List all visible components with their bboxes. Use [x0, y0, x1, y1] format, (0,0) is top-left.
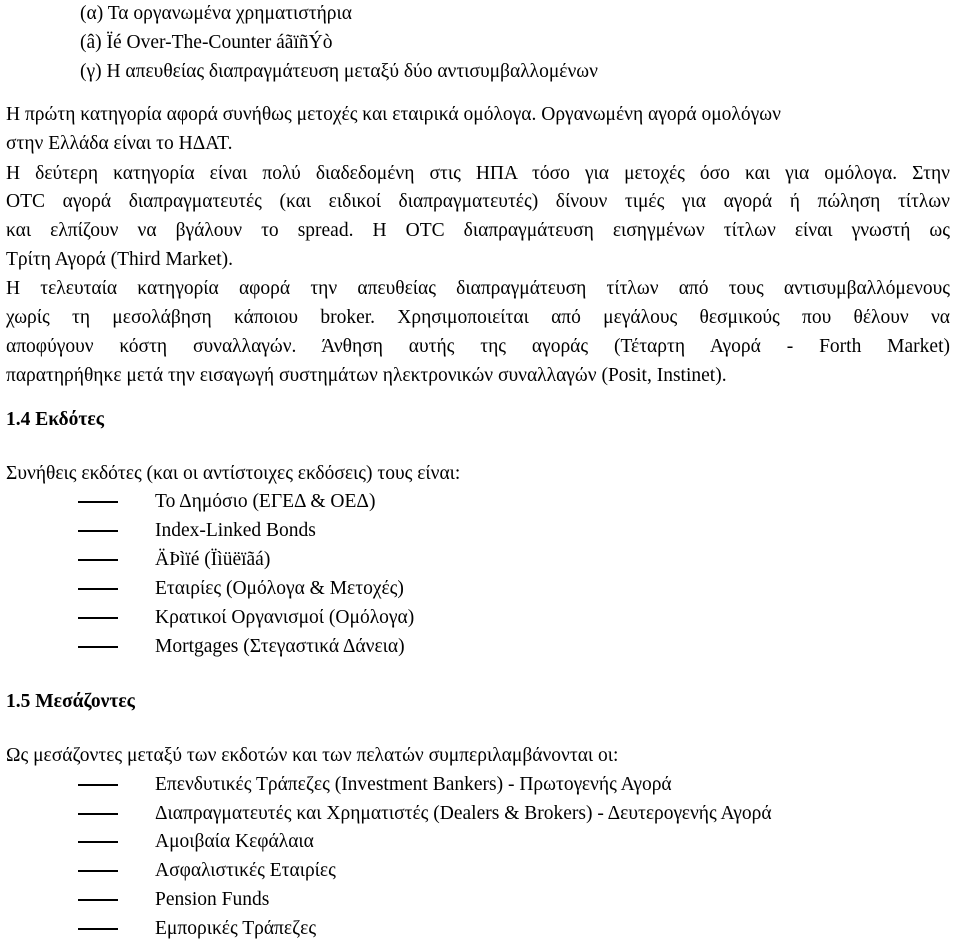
intermediaries-intro: Ως μεσάζοντες μεταξύ των εκδοτών και των πελατών συμπεριλαμβάνονται οι: [6, 745, 619, 766]
section-heading-intermediaries: 1.5 Μεσάζοντες [6, 691, 135, 712]
dash-bullet-icon [78, 841, 118, 843]
dash-bullet-icon [78, 617, 118, 619]
dash-bullet-icon [78, 928, 118, 930]
paragraph-line: και ελπίζουν να βγάλουν το spread. Η OTC διαπραγμάτευση εισηγμένων τίτλων είναι γνωστή ως [6, 220, 950, 241]
dash-bullet-icon [78, 559, 118, 561]
paragraph-line: παρατηρήθηκε μετά την εισαγωγή συστημάτων ηλεκτρονικών συναλλαγών (Posit, Instinet). [6, 365, 727, 386]
market-option-c: (γ) Η απευθείας διαπραγμάτευση μεταξύ δύο αντισυμβαλλομένων [80, 61, 598, 82]
market-option-b: (â) Ïé Over-The-Counter áãïñÝò [80, 32, 333, 53]
issuers-intro: Συνήθεις εκδότες (και οι αντίστοιχες εκδόσεις) τους είναι: [6, 463, 461, 484]
dash-bullet-icon [78, 813, 118, 815]
paragraph-line: Η τελευταία κατηγορία αφορά την απευθείας διαπραγμάτευση τίτλων από τους αντισυμβαλλόμενους [6, 278, 950, 299]
paragraph-line: στην Ελλάδα είναι το ΗΔΑΤ. [6, 133, 233, 154]
paragraph-line: Η δεύτερη κατηγορία είναι πολύ διαδεδομένη στις ΗΠΑ τόσο για μετοχές όσο και για ομόλογα. Στην [6, 163, 950, 184]
dash-bullet-icon [78, 899, 118, 901]
paragraph-line: Τρίτη Αγορά (Third Market). [6, 249, 234, 270]
paragraph-line: OTC αγορά διαπραγματευτές (και ειδικοί διαπραγματευτές) δίνουν τιμές για αγορά ή πώληση τίτλων [6, 191, 950, 212]
dash-bullet-icon [78, 646, 118, 648]
dash-bullet-icon [78, 588, 118, 590]
dash-bullet-icon [78, 870, 118, 872]
dash-bullet-icon [78, 784, 118, 786]
section-heading-issuers: 1.4 Εκδότες [6, 409, 104, 430]
dash-bullet-icon [78, 530, 118, 532]
paragraph-line: χωρίς τη μεσολάβηση κάποιου broker. Χρησιμοποιείται από μεγάλους θεσμικούς που θέλουν να [6, 307, 950, 328]
paragraph-line: αποφύγουν κόστη συναλλαγών. Άνθηση αυτής της αγοράς (Τέταρτη Αγορά - Forth Market) [6, 336, 950, 357]
paragraph-line: Η πρώτη κατηγορία αφορά συνήθως μετοχές και εταιρικά ομόλογα. Οργανωμένη αγορά ομολόγων [6, 104, 781, 125]
market-option-a: (α) Τα οργανωμένα χρηματιστήρια [80, 3, 352, 24]
document-page: (α) Τα οργανωμένα χρηματιστήρια (â) Ïé Over-The-Counter áãïñÝò (γ) Η απευθείας διαπραγμάτευση μεταξύ δύο αντισυμβαλλομένων Η πρώτη κατηγορία αφορά συνήθως μετοχές και εταιρικά ομόλογα. Οργανωμένη αγορά ομολόγων στην Ελλάδα είναι το ΗΔΑΤ. Η δεύτερη κατηγορία είναι πολύ διαδεδομένη στις ΗΠΑ τόσο για μετοχές όσο και για ομόλογα. Στην OTC αγορά διαπραγματευτές (και ειδικοί διαπραγματευτές) δίνουν τιμές για αγορά ή πώληση τίτλων και ελπίζουν να βγάλουν το spread. Η OTC διαπραγμάτευση εισηγμένων τίτλων είναι γνωστή ως Τρίτη Αγορά (Third Market). Η τελευταία κατηγορία αφορά την απευθείας διαπραγμάτευση τίτλων από τους αντισυμβαλλόμενους χωρίς τη μεσολάβηση κάποιου broker. Χρησιμοποιείται από μεγάλους θεσμικούς που θέλουν να αποφύγουν κόστη συναλλαγών. Άνθηση αυτής της αγοράς (Τέταρτη Αγορά - Forth Market) παρατηρήθηκε μετά την εισαγωγή συστημάτων ηλεκτρονικών συναλλαγών (Posit, Instinet). 1.4 Εκδότες Συνήθεις εκδότες (και οι αντίστοιχες εκδόσεις) τους είναι: Το Δημόσιο (ΕΓΕΔ & ΟΕΔ) Index-Linked Bonds ÄÞìïé (Ïìüëïãá) Εταιρίες (Ομόλογα & Μετοχές) Κρατικοί Οργανισμοί (Ομόλογα) Mortgages (Στεγαστικά Δάνεια) 1.5 Μεσάζοντες Ως μεσάζοντες μεταξύ των εκδοτών και των πελατών συμπεριλαμβάνονται οι: Επενδυτικές Τράπεζες (Investment Bankers) - Πρωτογενής Αγορά Διαπραγματευτές και Χρηματιστές (Dealers & Brokers) - Δευτερογενής Αγορά Αμοιβαία Κεφάλαια Ασφαλιστικές Εταιρίες Pension Funds Εμπορικές Τράπεζες [6, 3, 950, 939]
dash-bullet-icon [78, 501, 118, 503]
